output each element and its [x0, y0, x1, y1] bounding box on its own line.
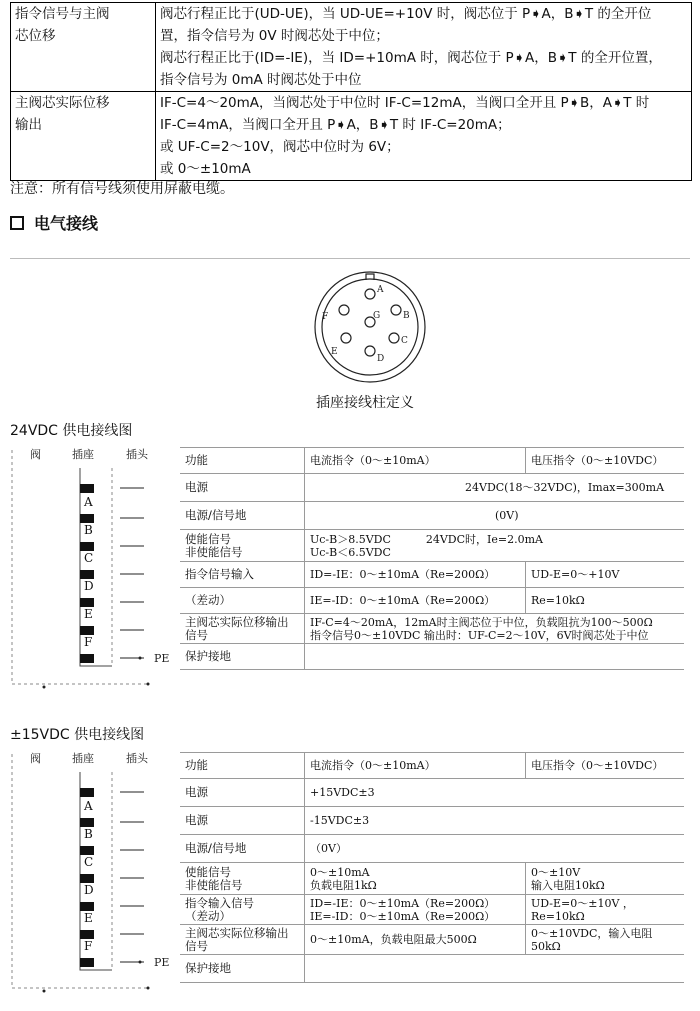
table-row	[180, 644, 684, 670]
pin-label: F	[84, 939, 93, 953]
cell: 电源/信号地	[180, 502, 305, 530]
pin-label: E	[84, 607, 93, 621]
cell: 指令信号输入	[180, 562, 305, 588]
table-row	[180, 807, 684, 835]
table-row	[180, 614, 684, 644]
cell: 使能信号 非使能信号	[180, 530, 305, 562]
pin-label: E	[84, 911, 93, 925]
signal-spec-table	[10, 2, 692, 181]
pe-label: PE	[154, 956, 170, 969]
cell	[305, 955, 685, 983]
row-label	[11, 92, 156, 181]
table-row	[180, 502, 684, 530]
content-line: 或 0～±10mA	[160, 161, 251, 177]
cell: (0V)	[305, 502, 685, 530]
cell: 电源/信号地	[180, 835, 305, 863]
shield-cable-note: 注意：所有信号线须使用屏蔽电缆。	[10, 181, 234, 197]
content-line: 指令信号为 0mA 时阀芯处于中位	[160, 72, 362, 88]
cell: 电流指令（0～±10mA）	[305, 448, 526, 474]
pin-label: F	[322, 312, 329, 322]
content-line: 阀芯行程正比于(ID=-IE)，当 ID=+10mA 时，阀芯位于 P➧A，B➧T 的全开位置，	[160, 50, 662, 66]
pin-label: A	[377, 285, 384, 295]
cell: （0V）	[305, 835, 685, 863]
cell: 功能	[180, 448, 305, 474]
table-row	[180, 863, 684, 895]
cell: （差动）	[180, 588, 305, 614]
section-title: 电气接线	[34, 214, 99, 233]
cell: 24VDC(18～32VDC)，Imax=300mA	[305, 474, 685, 502]
pin-label: B	[403, 311, 410, 321]
section-heading	[10, 211, 98, 234]
pin-label: E	[331, 347, 338, 357]
table-row	[180, 474, 684, 502]
cell: 0～±10mA 负载电阻1kΩ	[305, 863, 526, 895]
cell: 指令输入信号 （差动）	[180, 895, 305, 925]
socket-label: 插座	[72, 752, 94, 765]
pin-label: D	[84, 579, 94, 593]
row-content	[156, 3, 692, 92]
pin-label: D	[377, 354, 385, 364]
row-label	[11, 3, 156, 92]
cell: 电流指令（0～±10mA）	[305, 753, 526, 779]
cell: 0～±10V 输入电阻10kΩ	[526, 863, 685, 895]
label-line: 芯位移	[15, 28, 56, 44]
divider	[10, 258, 690, 259]
wiring15-diagram	[8, 748, 178, 998]
wiring15-table	[180, 752, 684, 983]
pin-f	[339, 305, 349, 315]
cell: 0～±10mA，负载电阻最大500Ω	[305, 925, 526, 955]
pin-label: B	[84, 827, 93, 841]
connector-pinout-diagram	[300, 270, 440, 390]
cell: 电源	[180, 807, 305, 835]
pin-a	[365, 289, 375, 299]
cell: IE=-ID：0～±10mA（Re=200Ω）	[305, 588, 526, 614]
cell: -15VDC±3	[305, 807, 685, 835]
cell: ID=-IE：0～±10mA（Re=200Ω） IE=-ID：0～±10mA（Re=200Ω）	[305, 895, 526, 925]
table-row	[180, 955, 684, 983]
row-content	[156, 92, 692, 181]
cell: ID=-IE：0～±10mA（Re=200Ω）	[305, 562, 526, 588]
pin-label: A	[84, 799, 93, 813]
pin-label: B	[84, 523, 93, 537]
cell: 主阀芯实际位移输出信号	[180, 614, 305, 644]
label-line: 指令信号与主阀	[15, 6, 110, 22]
pin-label: C	[84, 551, 94, 565]
plug-label: 插头	[126, 448, 148, 461]
wiring24-title: 24VDC 供电接线图	[10, 423, 133, 439]
table-row	[180, 895, 684, 925]
wiring24-table	[180, 447, 684, 670]
content-line: IF-C=4～20mA，当阀芯处于中位时 IF-C=12mA，当阀口全开且 P➧B，A➧T 时	[160, 95, 650, 111]
cell: Re=10kΩ	[526, 588, 685, 614]
table-row	[11, 92, 692, 181]
cell: 0～±10VDC，输入电阻50kΩ	[526, 925, 685, 955]
cell: 电源	[180, 779, 305, 807]
socket-label: 插座	[72, 448, 94, 461]
pin-c	[389, 333, 399, 343]
pin-label: D	[84, 883, 94, 897]
connector-caption: 插座接线柱定义	[316, 395, 414, 411]
cell: UD-E=0～±10V ，Re=10kΩ	[526, 895, 685, 925]
pe-label: PE	[154, 652, 170, 665]
wiring15-title: ±15VDC 供电接线图	[10, 727, 145, 743]
content-line: 阀芯行程正比于(UD-UE)，当 UD-UE=+10V 时，阀芯位于 P➧A，B➧T 的全开位	[160, 6, 652, 22]
label-line: 主阀芯实际位移	[15, 95, 110, 111]
table-row	[180, 779, 684, 807]
pin-e	[341, 333, 351, 343]
table-row	[180, 530, 684, 562]
table-row	[180, 753, 684, 779]
checkbox-bullet-icon	[10, 216, 24, 230]
cell: 功能	[180, 753, 305, 779]
pin-label: C	[401, 336, 408, 346]
cell	[305, 644, 685, 670]
valve-label: 阀	[30, 752, 41, 765]
cell: 电源	[180, 474, 305, 502]
content-line: 置，指令信号为 0V 时阀芯处于中位；	[160, 28, 389, 44]
cell: IF-C=4～20mA，12mA时主阀芯位于中位，负载阻抗为100～500Ω 指令信号0～±10VDC 输出时：UF-C=2～10V，6V时阀芯处于中位	[305, 614, 685, 644]
table-row	[180, 562, 684, 588]
content-line: IF-C=4mA，当阀口全开且 P➧A，B➧T 时 IF-C=20mA；	[160, 117, 511, 133]
pin-label: C	[84, 855, 94, 869]
table-row	[180, 835, 684, 863]
pin-b	[391, 305, 401, 315]
cell: 主阀芯实际位移输出信号	[180, 925, 305, 955]
table-row	[180, 448, 684, 474]
table-row	[11, 3, 692, 92]
pin-d	[365, 346, 375, 356]
cell: 保护接地	[180, 644, 305, 670]
pin-label: F	[84, 635, 93, 649]
cell: 电压指令（0～±10VDC）	[526, 448, 685, 474]
pin-label: G	[373, 311, 381, 321]
label-line: 输出	[15, 117, 42, 133]
wiring24-diagram	[8, 444, 178, 692]
cell: Uc-B＞8.5VDC 24VDC时，Ie=2.0mA Uc-B＜6.5VDC	[305, 530, 685, 562]
cell: 使能信号 非使能信号	[180, 863, 305, 895]
content-line: 或 UF-C=2～10V，阀芯中位时为 6V；	[160, 139, 400, 155]
valve-label: 阀	[30, 448, 41, 461]
cell: 电压指令（0～±10VDC）	[526, 753, 685, 779]
cell: +15VDC±3	[305, 779, 685, 807]
table-row	[180, 925, 684, 955]
cell: 保护接地	[180, 955, 305, 983]
plug-label: 插头	[126, 752, 148, 765]
table-row	[180, 588, 684, 614]
pin-label: A	[84, 495, 93, 509]
cell: UD-E=0～+10V	[526, 562, 685, 588]
